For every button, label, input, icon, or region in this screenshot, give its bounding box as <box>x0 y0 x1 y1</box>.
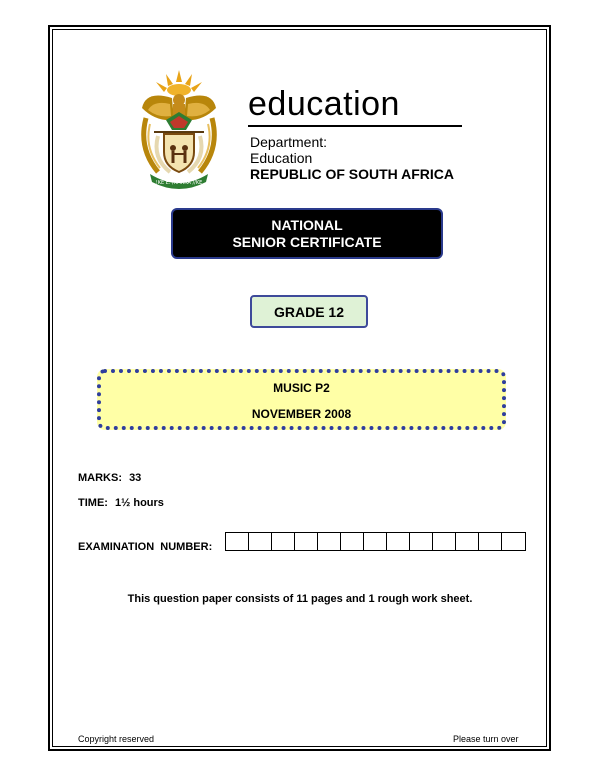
certificate-box <box>171 208 443 259</box>
exam-number-cell[interactable] <box>226 533 249 550</box>
exam-number-cell[interactable] <box>502 533 525 550</box>
footer-turn-over: Please turn over <box>453 734 519 744</box>
exam-number-cell[interactable] <box>341 533 364 550</box>
exam-number-row <box>78 541 212 553</box>
motto-text: !KE E: /XARRA //KE <box>155 180 203 186</box>
certificate-line-2: SENIOR CERTIFICATE <box>232 233 382 250</box>
exam-number-cell[interactable] <box>295 533 318 550</box>
marks-row <box>78 472 141 484</box>
exam-number-cell[interactable] <box>318 533 341 550</box>
marks-label: MARKS: <box>78 472 122 484</box>
subject-box <box>97 369 506 430</box>
country-name: REPUBLIC OF SOUTH AFRICA <box>250 166 455 182</box>
department-label: Department: <box>250 134 328 150</box>
grade-label: GRADE 12 <box>273 303 345 320</box>
exam-number-cell[interactable] <box>410 533 433 550</box>
time-label: TIME: <box>78 497 108 509</box>
logo-rule <box>248 125 462 127</box>
exam-number-label: EXAMINATION NUMBER: <box>78 541 213 553</box>
exam-number-cell[interactable] <box>249 533 272 550</box>
exam-number-cell[interactable] <box>456 533 479 550</box>
time-value: 1½ hours <box>115 497 164 509</box>
exam-number-cell[interactable] <box>433 533 456 550</box>
exam-number-cell[interactable] <box>479 533 502 550</box>
logo-wordmark: education <box>248 85 400 123</box>
subject-name: MUSIC P2 <box>273 381 330 395</box>
department-name: Education <box>250 150 313 166</box>
time-row <box>78 497 164 509</box>
marks-value: 33 <box>129 472 142 484</box>
coat-of-arms-icon <box>136 68 222 192</box>
exam-number-cell[interactable] <box>272 533 295 550</box>
page-count-note: This question paper consists of 11 pages and 1 rough work sheet. <box>127 593 473 605</box>
exam-number-cell[interactable] <box>387 533 410 550</box>
footer-copyright: Copyright reserved <box>78 734 155 744</box>
exam-session: NOVEMBER 2008 <box>251 407 352 421</box>
exam-number-boxes <box>225 532 526 551</box>
certificate-line-1: NATIONAL <box>271 216 343 233</box>
grade-box <box>250 295 368 328</box>
exam-number-cell[interactable] <box>364 533 387 550</box>
